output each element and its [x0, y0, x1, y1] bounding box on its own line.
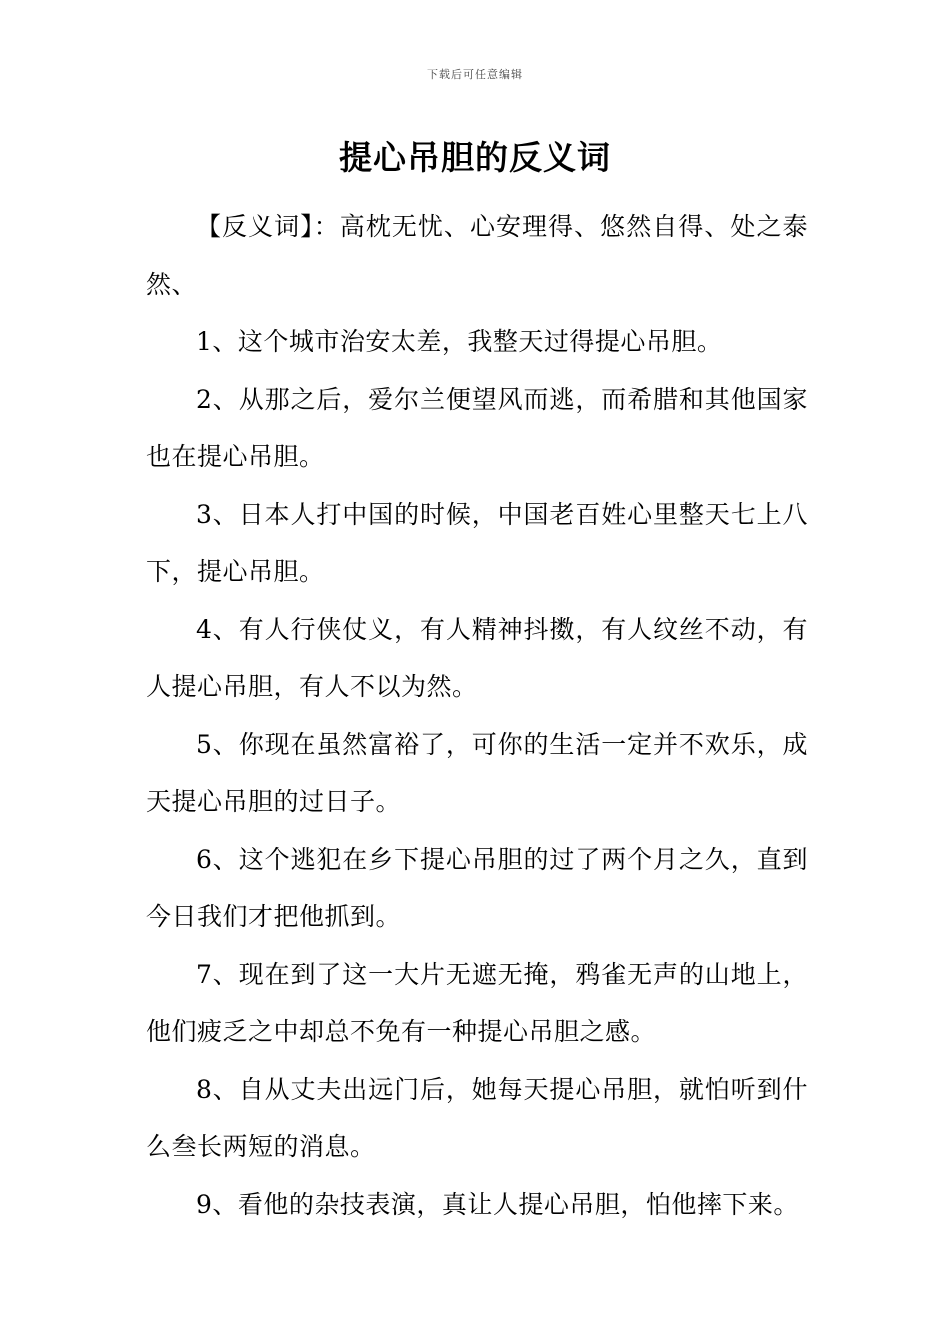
example-sentence-3: 3、日本人打中国的时候，中国老百姓心里整天七上八下，提心吊胆。 — [146, 499, 808, 586]
document-title: 提心吊胆的反义词 — [339, 138, 611, 177]
example-sentence-1: 1、这个城市治安太差，我整天过得提心吊胆。 — [196, 327, 723, 356]
antonym-paragraph: 【反义词】：高枕无忧、心安理得、悠然自得、处之泰然、 — [146, 212, 808, 299]
document-body — [146, 198, 808, 1233]
example-sentence-2: 2、从那之后，爱尔兰便望风而逃，而希腊和其他国家也在提心吊胆。 — [146, 384, 808, 471]
example-sentence-5: 5、你现在虽然富裕了，可你的生活一定并不欢乐，成天提心吊胆的过日子。 — [146, 729, 808, 816]
example-sentence-9: 9、看他的杂技表演，真让人提心吊胆，怕他摔下来。 — [196, 1189, 799, 1219]
example-sentence-7: 7、现在到了这一大片无遮无掩，鸦雀无声的山地上，他们疲乏之中却总不免有一种提心吊胆之感。 — [146, 959, 808, 1046]
example-sentence-8: 8、自从丈夫出远门后，她每天提心吊胆，就怕听到什么叁长两短的消息。 — [146, 1074, 808, 1161]
page-header-note: 下载后可任意编辑 — [427, 68, 523, 81]
example-sentence-4: 4、有人行侠仗义，有人精神抖擞，有人纹丝不动，有人提心吊胆，有人不以为然。 — [146, 614, 808, 701]
example-sentence-6: 6、这个逃犯在乡下提心吊胆的过了两个月之久，直到今日我们才把他抓到。 — [146, 844, 808, 931]
